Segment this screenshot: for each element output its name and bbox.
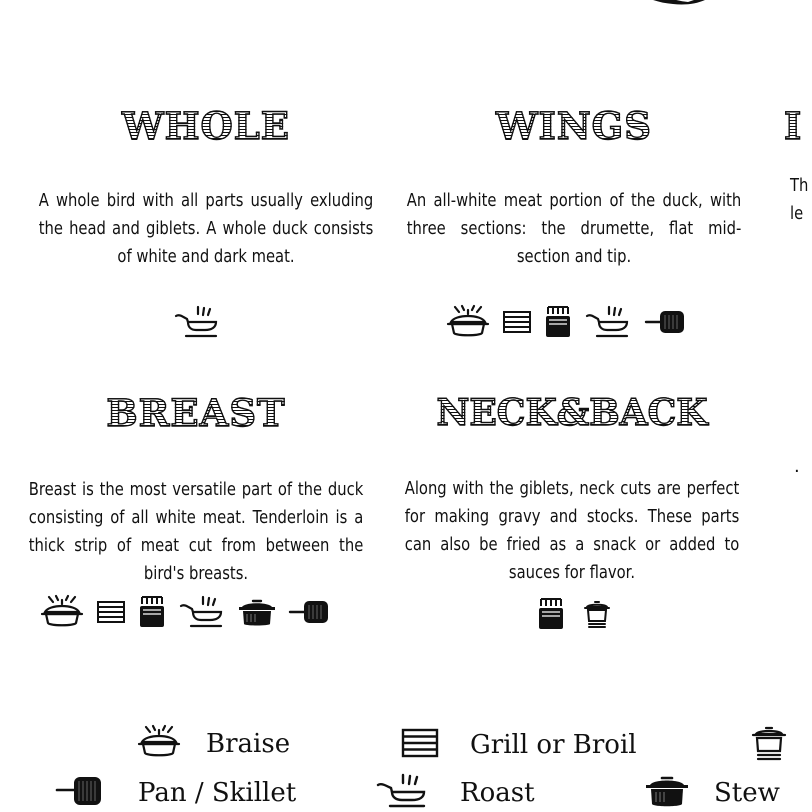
stew-icon [239, 597, 275, 627]
card-description-partial-line: . [794, 456, 800, 477]
fry-icon [139, 596, 165, 628]
pan-skillet-icon [56, 776, 102, 810]
cooking-methods-neck-back [538, 598, 624, 630]
grill-icon [503, 311, 531, 333]
braise-icon [447, 306, 489, 338]
legend-label: Stew [714, 778, 780, 808]
legend-item-pan-skillet [56, 776, 296, 810]
card-description-partial-line: le [790, 203, 804, 224]
pan-skillet-icon [645, 310, 685, 334]
legend-item-stew [646, 774, 780, 812]
stock-pot-icon [584, 600, 610, 628]
stew-icon [646, 774, 688, 812]
card-whole [36, 104, 376, 271]
roast-icon [376, 774, 428, 812]
card-title: WINGS [404, 108, 744, 145]
roast-icon [174, 306, 220, 338]
card-breast [26, 391, 366, 588]
roast-icon [179, 596, 225, 628]
card-title: BREAST [26, 395, 366, 432]
card-description: Along with the giblets, neck cuts are perfect for making gravy and stocks. These parts can also be fried as a snack or added to sauces for flavor. [404, 478, 740, 583]
pan-skillet-icon [289, 600, 329, 624]
legend-item-grill [402, 729, 637, 761]
card-description-partial-line: Th [790, 175, 809, 196]
grill-icon [402, 729, 438, 761]
cooking-methods-whole [174, 306, 234, 338]
legend-label: Grill or Broil [470, 730, 637, 760]
grill-icon [97, 601, 125, 623]
card-neck-back [402, 392, 742, 587]
legend-item-roast [376, 774, 535, 812]
fry-icon [545, 306, 571, 338]
cooking-methods-wings [447, 306, 699, 338]
card-title-partial: I [784, 104, 803, 148]
fry-icon [538, 598, 564, 630]
legend-label: Roast [460, 778, 535, 808]
card-description: An all-white meat portion of the duck, with three sections: the drumette, flat mid-section and tip. [406, 190, 742, 267]
card-partial-right [784, 104, 809, 248]
card-wings [404, 104, 744, 271]
card-title: NECK&BACK [392, 395, 752, 431]
legend-label: Pan / Skillet [138, 778, 297, 808]
duck-silhouette-fragment [618, 0, 714, 18]
braise-icon [138, 726, 180, 762]
braise-icon [41, 596, 83, 628]
legend-item-stock-pot [752, 726, 812, 764]
card-title: WHOLE [36, 108, 376, 145]
roast-icon [585, 306, 631, 338]
stock-pot-icon [752, 726, 786, 764]
legend-item-braise [138, 726, 290, 762]
card-description: Breast is the most versatile part of the duck consisting of all white meat. Tenderloin is a thick strip of meat cut from between the bird's breasts. [28, 479, 364, 584]
card-partial-right-bottom [794, 456, 800, 516]
cooking-methods-breast [41, 596, 343, 628]
legend-label: Braise [206, 729, 291, 759]
card-description: A whole bird with all parts usually exluding the head and giblets. A whole duck consists of white and dark meat. [38, 190, 374, 267]
